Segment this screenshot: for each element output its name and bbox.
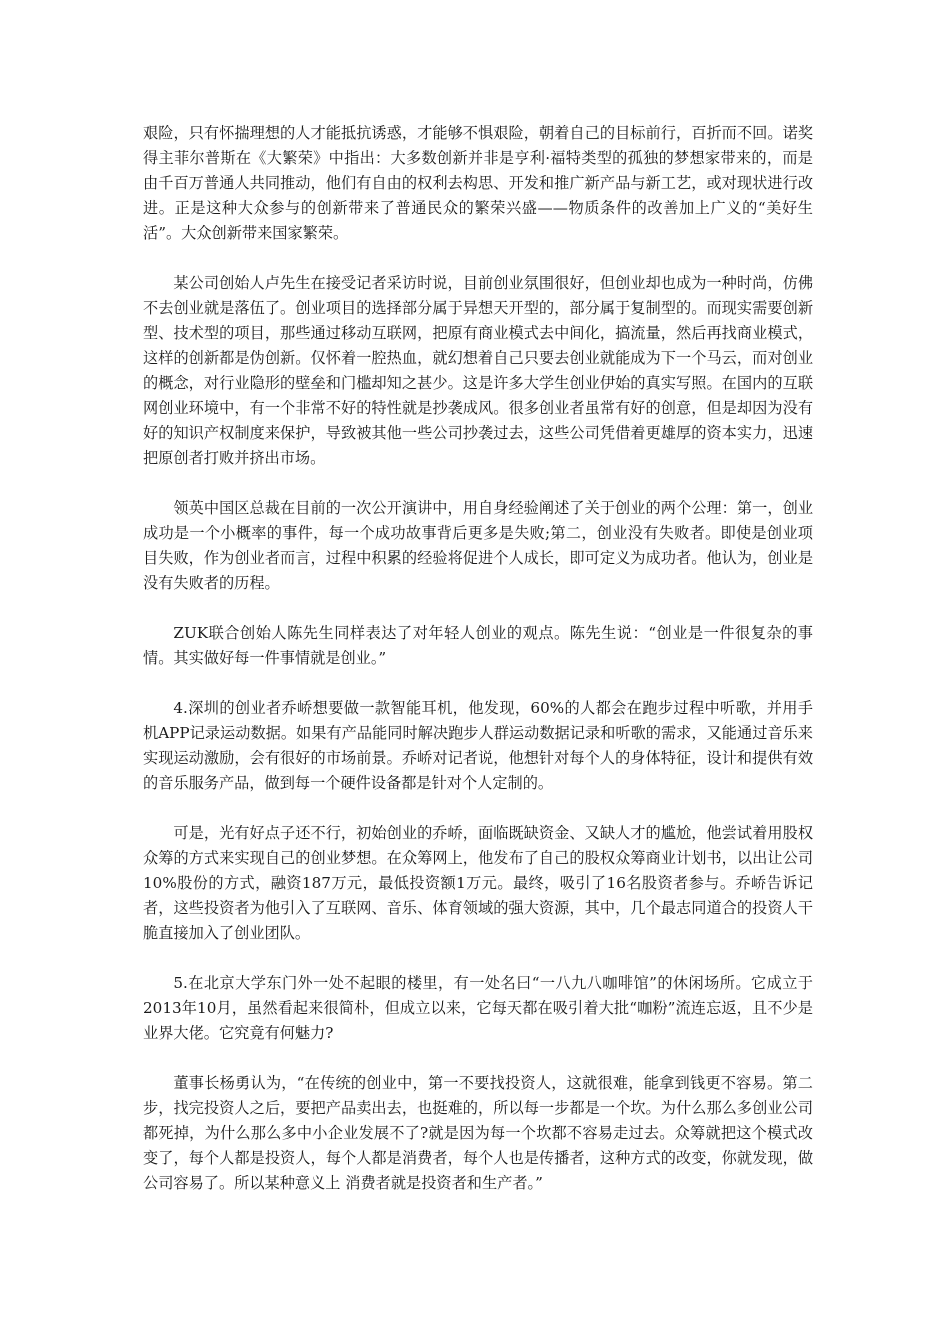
paragraph-6: 可是，光有好点子还不行，初始创业的乔峤，面临既缺资金、又缺人才的尴尬，他尝试着用股权众筹的方式来实现自己的创业梦想。在众筹网上，他发布了自己的股权众筹商业计划书，以出让公司10%股份的方式，融资187万元，最低投资额1万元。最终，吸引了16名股资者参与。乔峤告诉记者，这些投资者为他引入了互联网、音乐、体育领域的强大资源，其中，几个最志同道合的投资人干脆直接加入了创业团队。	[143, 824, 813, 942]
paragraph-2: 某公司创始人卢先生在接受记者采访时说，目前创业氛围很好，但创业却也成为一种时尚，仿佛不去创业就是落伍了。创业项目的选择部分属于异想天开型的，部分属于复制型的。而现实需要创新型、技术型的项目，那些通过移动互联网，把原有商业模式去中间化，搞流量，然后再找商业模式，这样的创新都是伪创新。仅怀着一腔热血，就幻想着自己只要去创业就能成为下一个马云，而对创业的概念，对行业隐形的壁垒和门槛却知之甚少。这是许多大学生创业伊始的真实写照。在国内的互联网创业环境中，有一个非常不好的特性就是抄袭成风。很多创业者虽常有好的创意，但是却因为没有好的知识产权制度来保护，导致被其他一些公司抄袭过去，这些公司凭借着更雄厚的资本实力，迅速把原创者打败并挤出市场。	[143, 274, 813, 467]
paragraph-4: ZUK联合创始人陈先生同样表达了对年轻人创业的观点。陈先生说：“创业是一件很复杂的事情。其实做好每一件事情就是创业。”	[143, 624, 813, 667]
paragraph-5: 4.深圳的创业者乔峤想要做一款智能耳机，他发现，60%的人都会在跑步过程中听歌，并用手机APP记录运动数据。如果有产品能同时解决跑步人群运动数据记录和听歌的需求，又能通过音乐来实现运动激励，会有很好的市场前景。乔峤对记者说，他想针对每个人的身体特征，设计和提供有效的音乐服务产品，做到每一个硬件设备都是针对个人定制的。	[143, 699, 813, 792]
paragraph-8: 董事长杨勇认为，“在传统的创业中，第一不要找投资人，这就很难，能拿到钱更不容易。第二步，找完投资人之后，要把产品卖出去，也挺难的，所以每一步都是一个坎。为什么那么多创业公司都死掉，为什么那么多中小企业发展不了?就是因为每一个坎都不容易走过去。众筹就把这个模式改变了，每个人都是投资人，每个人都是消费者，每个人也是传播者，这种方式的改变，你就发现，做公司容易了。所以某种意义上 消费者就是投资者和生产者。”	[143, 1074, 813, 1192]
paragraph-3: 领英中国区总裁在目前的一次公开演讲中，用自身经验阐述了关于创业的两个公理：第一，创业成功是一个小概率的事件，每一个成功故事背后更多是失败;第二，创业没有失败者。即使是创业项目失败，作为创业者而言，过程中积累的经验将促进个人成长，即可定义为成功者。他认为，创业是没有失败者的历程。	[143, 499, 813, 592]
paragraph-7: 5.在北京大学东门外一处不起眼的楼里，有一处名曰“一八九八咖啡馆”的休闲场所。它成立于2013年10月，虽然看起来很简朴，但成立以来，它每天都在吸引着大批“咖粉”流连忘返，且不少是业界大佬。它究竟有何魅力?	[143, 974, 813, 1042]
paragraph-1: 艰险，只有怀揣理想的人才能抵抗诱惑，才能够不惧艰险，朝着自己的目标前行，百折而不回。诺奖得主菲尔普斯在《大繁荣》中指出：大多数创新并非是亨利·福特类型的孤独的梦想家带来的，而是由千百万普通人共同推动，他们有自由的权利去构思、开发和推广新产品与新工艺，或对现状进行改进。正是这种大众参与的创新带来了普通民众的繁荣兴盛——物质条件的改善加上广义的“美好生活”。大众创新带来国家繁荣。	[143, 124, 813, 242]
document-body	[143, 121, 813, 1196]
